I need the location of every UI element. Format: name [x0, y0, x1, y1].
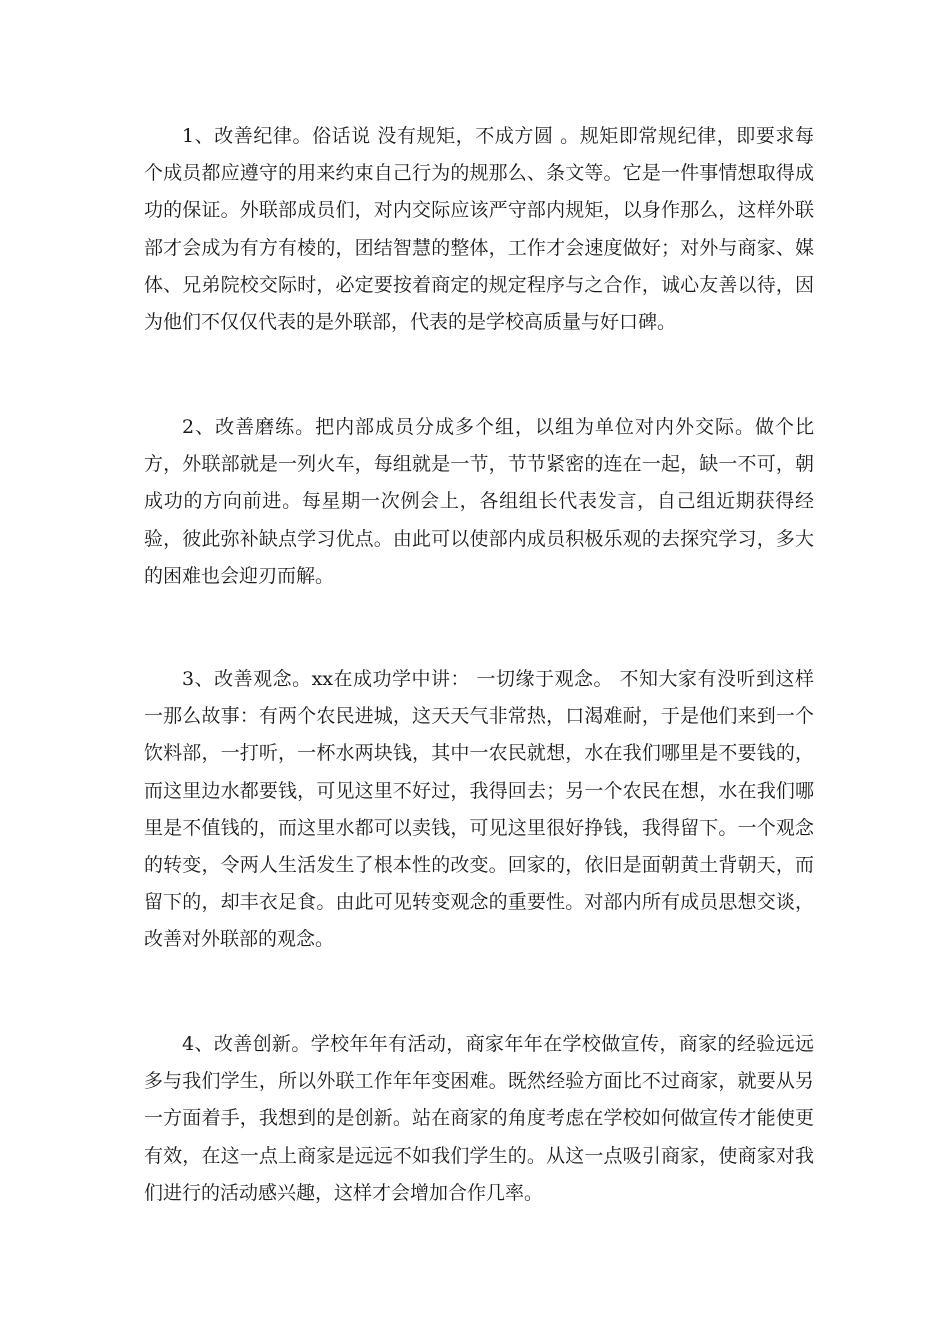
paragraph-improve-mindset: 3、改善观念。xx在成功学中讲： 一切缘于观念。 不知大家有没听到这样一那么故事：有两个农民进城，这天天气非常热，口渴难耐，于是他们来到一个饮料部，一打听，一杯水两块钱，其中一农民就想，水在我们哪里是不要钱的，而这里边水都要钱，可见这里不好过，我得回去；另一个农民在想，水在我们哪里是不值钱的，而这里水都可以卖钱，可见这里很好挣钱，我得留下。一个观念的转变，令两人生活发生了根本性的改变。回家的，依旧是面朝黄土背朝天，而留下的，却丰衣足食。由此可见转变观念的重要性。对部内所有成员思想交谈，改善对外联部的观念。: [144, 668, 814, 951]
paragraph-improve-discipline: 1、改善纪律。俗话说 没有规矩，不成方圆 。规矩即常规纪律，即要求每个成员都应遵守的用来约束自己行为的规那么、条文等。它是一件事情想取得成功的保证。外联部成员们，对内交际应该严守部内规矩，以身作那么，这样外联部才会成为有方有棱的，团结智慧的整体，工作才会速度做好；对外与商家、媒体、兄弟院校交际时，必定要按着商定的规定程序与之合作，诚心友善以待，因为他们不仅仅代表的是外联部，代表的是学校高质量与好口碑。: [144, 125, 814, 334]
paragraph-improve-training: 2、改善磨练。把内部成员分成多个组，以组为单位对内外交际。做个比方，外联部就是一列火车，每组就是一节，节节紧密的连在一起，缺一不可，朝成功的方向前进。每星期一次例会上，各组组长代表发言，自己组近期获得经验，彼此弥补缺点学习优点。由此可以使部内成员积极乐观的去探究学习，多大的困难也会迎刃而解。: [144, 416, 814, 587]
paragraph-improve-innovation: 4、改善创新。学校年年有活动，商家年年在学校做宣传，商家的经验远远多与我们学生，所以外联工作年年变困难。既然经验方面比不过商家，就要从另一方面着手，我想到的是创新。站在商家的角度考虑在学校如何做宣传才能使更有效，在这一点上商家是远远不如我们学生的。从这一点吸引商家，使商家对我们进行的活动感兴趣，这样才会增加合作几率。: [144, 1033, 814, 1204]
